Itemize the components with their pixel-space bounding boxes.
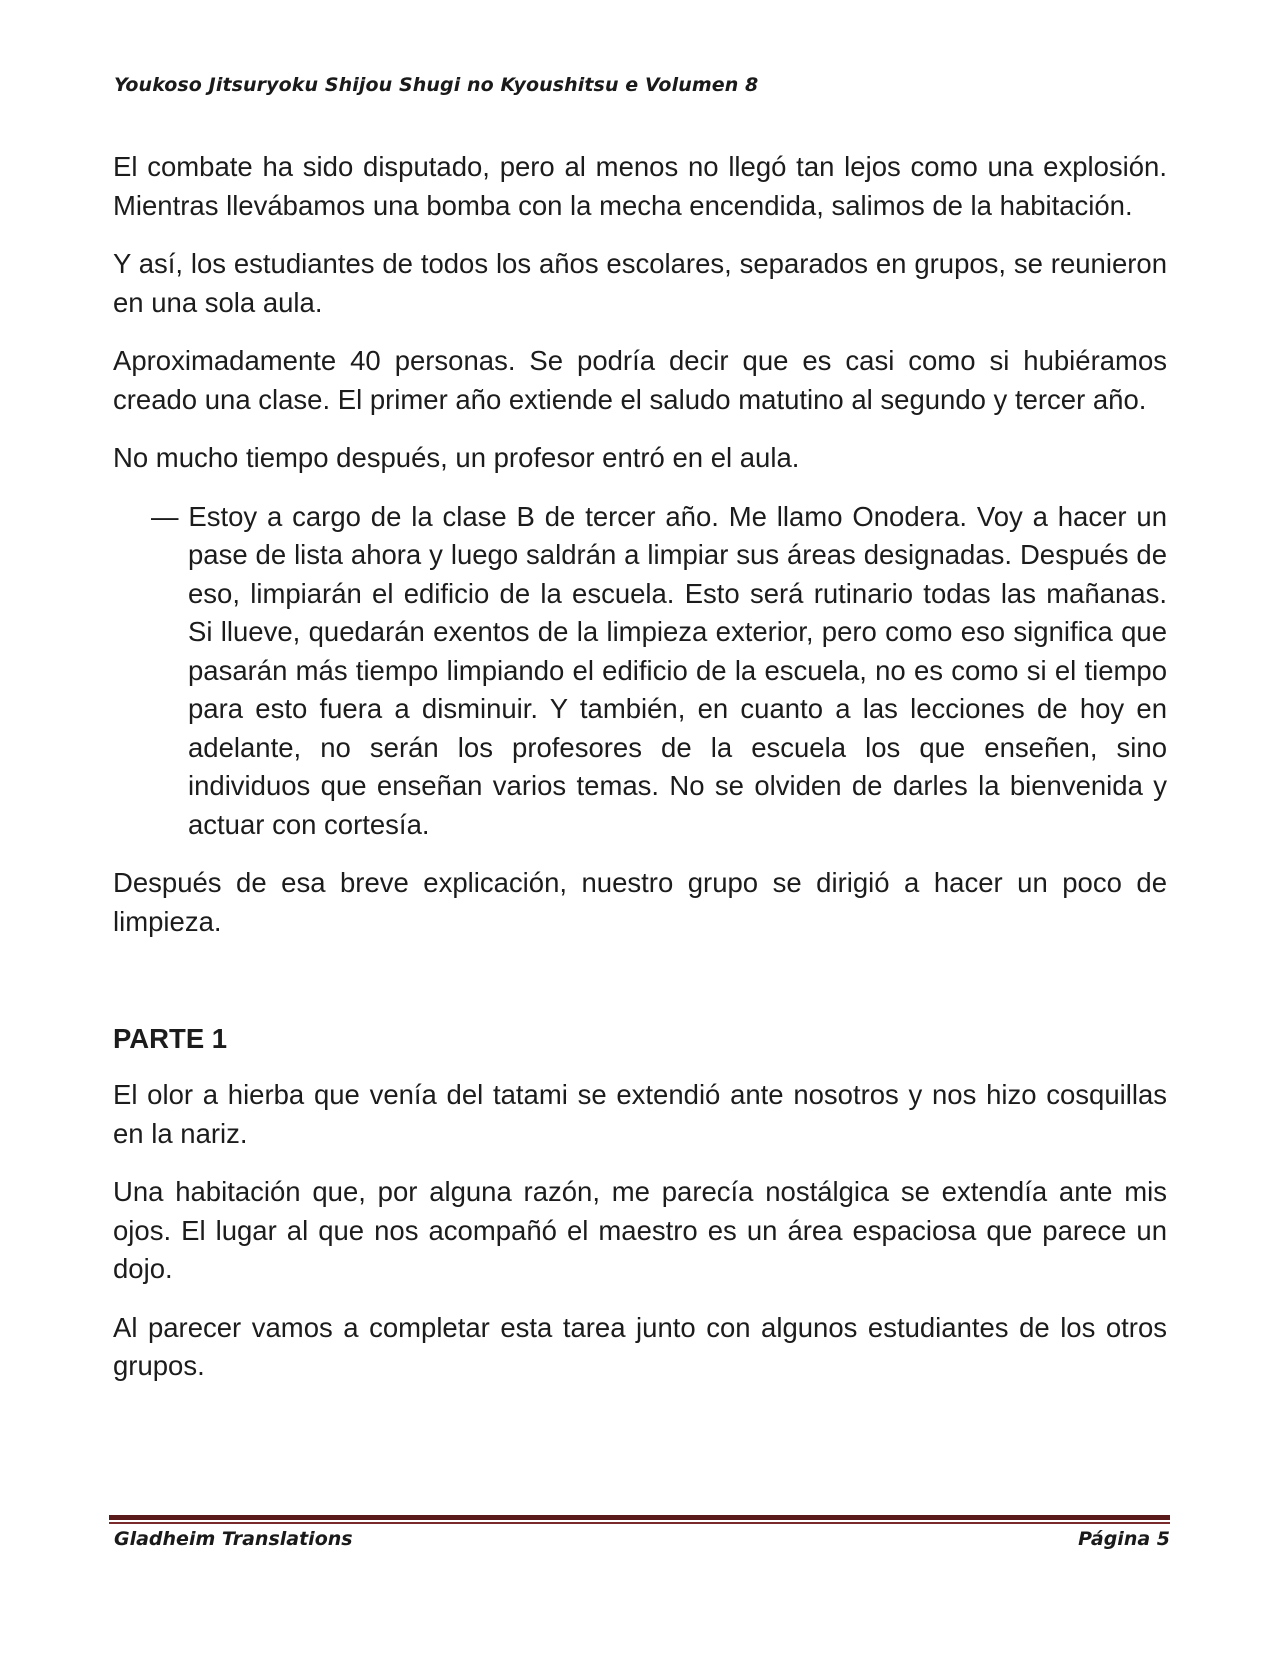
teacher-dialogue: — Estoy a cargo de la clase B de tercer año. Me llamo Onodera. Voy a hacer un pase de lista ahora y luego saldrán a limpiar sus áreas designadas. Después de eso, limpiarán el edificio de la escuela. Esto será rutinario todas las mañanas. Si llueve, quedarán exentos de la limpieza exterior, pero como eso significa que pasarán más tiempo limpiando el edificio de la escuela, no es como si el tiempo para esto fuera a disminuir. Y también, en cuanto a las lecciones de hoy en adelante, no serán los profesores de la escuela los que enseñen, sino individuos que enseñan varios temas. No se olviden de darles la bienvenida y actuar con cortesía. xyxy=(151,500,1167,840)
section-paragraph-3: Al parecer vamos a completar esta tarea junto con algunos estudiantes de los otros grupos. xyxy=(113,1311,1167,1381)
paragraph-2: Y así, los estudiantes de todos los años escolares, separados en grupos, se reunieron en una sola aula. xyxy=(113,248,1167,318)
running-header: Youkoso Jitsuryoku Shijou Shugi no Kyoushitsu e Volumen 8 xyxy=(114,74,759,96)
section-paragraph-1: El olor a hierba que venía del tatami se extendió ante nosotros y nos hizo cosquillas en la nariz. xyxy=(113,1079,1167,1149)
paragraph-1: El combate ha sido disputado, pero al menos no llegó tan lejos como una explosión. Mientras llevábamos una bomba con la mecha encendida, salimos de la habitación. xyxy=(113,151,1167,221)
footer-divider xyxy=(109,1515,1170,1525)
footer-divider-thin xyxy=(109,1522,1170,1524)
section-paragraph-2: Una habitación que, por alguna razón, me parecía nostálgica se extendía ante mis ojos. El lugar al que nos acompañó el maestro es un área espaciosa que parece un dojo. xyxy=(113,1176,1167,1284)
paragraph-4: No mucho tiempo después, un profesor entró en el aula. xyxy=(113,442,800,473)
footer-page-number: Página 5 xyxy=(1078,1528,1170,1550)
paragraph-5: Después de esa breve explicación, nuestro grupo se dirigió a hacer un poco de limpieza. xyxy=(113,867,1167,937)
footer-divider-thick xyxy=(109,1515,1170,1520)
section-heading: PARTE 1 xyxy=(113,1023,228,1054)
paragraph-3: Aproximadamente 40 personas. Se podría decir que es casi como si hubiéramos creado una clase. El primer año extiende el saludo matutino al segundo y tercer año. xyxy=(113,345,1167,415)
page-body xyxy=(113,148,1167,1406)
footer-translator: Gladheim Translations xyxy=(114,1528,353,1550)
